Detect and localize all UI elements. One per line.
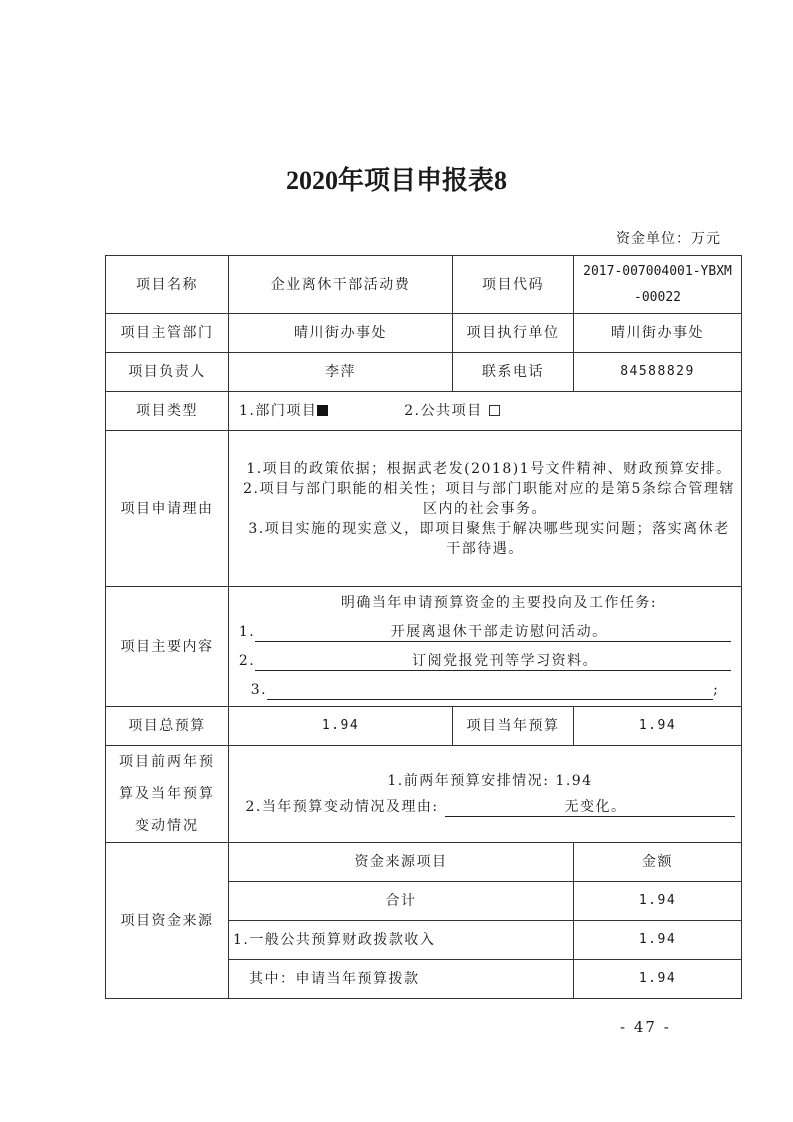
funding-row-amount: 1.94 bbox=[574, 960, 742, 999]
main-content-intro: 明确当年申请预算资金的主要投向及工作任务: bbox=[340, 594, 658, 611]
main-content-item-1 bbox=[233, 618, 737, 647]
type-option-public-label: 2.公共项目 bbox=[404, 403, 483, 419]
item-number: 2. bbox=[238, 652, 256, 669]
execution-unit-value: 晴川街办事处 bbox=[574, 314, 742, 353]
budget-change-label-text: 项目前两年预算及当年预算变动情况 bbox=[119, 754, 215, 834]
project-code-label: 项目代码 bbox=[453, 256, 574, 314]
main-content-body bbox=[229, 587, 742, 707]
funding-row-amount: 1.94 bbox=[574, 882, 742, 921]
reason-line-2: 2.项目与部门职能的相关性；项目与部门职能对应的是第5条综合管理辖区内的社会事务。 bbox=[243, 480, 735, 517]
funding-header-amount: 金额 bbox=[574, 843, 742, 882]
funding-header-row bbox=[106, 843, 742, 882]
funding-row-source: 1.一般公共预算财政拨款收入 bbox=[229, 921, 574, 960]
execution-unit-label: 项目执行单位 bbox=[453, 314, 574, 353]
item-1-text bbox=[255, 623, 731, 642]
funding-source-label: 项目资金来源 bbox=[106, 843, 229, 999]
item-1-value: 开展离退休干部走访慰问活动。 bbox=[390, 623, 608, 640]
funding-row-source: 合计 bbox=[229, 882, 574, 921]
item-3-suffix: ; bbox=[713, 681, 720, 698]
budget-change-reason-value: 无变化。 bbox=[564, 799, 627, 815]
item-3-text bbox=[267, 681, 713, 700]
total-budget-label: 项目总预算 bbox=[106, 707, 229, 746]
row-budget bbox=[106, 707, 742, 746]
project-code-line-1: 2017-007004001-YBXM bbox=[583, 263, 732, 279]
item-number: 3. bbox=[250, 681, 268, 698]
budget-change-reason bbox=[445, 798, 735, 817]
main-content-label: 项目主要内容 bbox=[106, 587, 229, 707]
project-name-value: 企业离休干部活动费 bbox=[229, 256, 453, 314]
budget-change-line-2 bbox=[243, 794, 737, 820]
budget-change-reason-label: 2.当年预算变动情况及理由: bbox=[245, 799, 445, 815]
row-owner bbox=[106, 353, 742, 392]
reason-line-3: 3.项目实施的现实意义，即项目聚焦于解决哪些现实问题；落实离休老干部待遇。 bbox=[248, 520, 730, 557]
project-type-options bbox=[229, 392, 742, 431]
row-project-name bbox=[106, 256, 742, 314]
row-project-type bbox=[106, 392, 742, 431]
page-title: 2020年项目申报表8 bbox=[285, 166, 507, 195]
type-option-department[interactable] bbox=[239, 403, 334, 419]
application-reason-content bbox=[229, 431, 742, 587]
main-content-item-3 bbox=[233, 676, 737, 705]
budget-change-label bbox=[106, 746, 229, 843]
department-value: 晴川街办事处 bbox=[229, 314, 453, 353]
application-reason-label: 项目申请理由 bbox=[106, 431, 229, 587]
budget-change-line-1: 1.前两年预算安排情况: 1.94 bbox=[387, 773, 593, 789]
owner-label: 项目负责人 bbox=[106, 353, 229, 392]
budget-change-content bbox=[229, 746, 742, 843]
year-budget-label: 项目当年预算 bbox=[453, 707, 574, 746]
page-number: - 47 - bbox=[620, 1018, 671, 1036]
row-application-reason bbox=[106, 431, 742, 587]
unchecked-checkbox-icon[interactable] bbox=[489, 405, 500, 416]
phone-label: 联系电话 bbox=[453, 353, 574, 392]
department-label: 项目主管部门 bbox=[106, 314, 229, 353]
checked-checkbox-icon[interactable] bbox=[317, 405, 328, 416]
row-main-content bbox=[106, 587, 742, 707]
type-option-department-label: 1.部门项目 bbox=[239, 403, 318, 419]
owner-value: 李萍 bbox=[229, 353, 453, 392]
funding-header-source: 资金来源项目 bbox=[229, 843, 574, 882]
item-2-value: 订阅党报党刊等学习资料。 bbox=[412, 652, 599, 669]
reason-line-1: 1.项目的政策依据；根据武老发(2018)1号文件精神、财政预算安排。 bbox=[246, 460, 732, 477]
phone-value: 84588829 bbox=[574, 353, 742, 392]
funding-row-source: 其中：申请当年预算拨款 bbox=[229, 960, 574, 999]
row-department bbox=[106, 314, 742, 353]
total-budget-value: 1.94 bbox=[229, 707, 453, 746]
type-option-public[interactable] bbox=[404, 403, 499, 419]
project-application-form bbox=[105, 255, 742, 999]
project-code-value bbox=[574, 256, 742, 314]
funding-row-amount: 1.94 bbox=[574, 921, 742, 960]
item-number: 1. bbox=[238, 623, 256, 640]
year-budget-value: 1.94 bbox=[574, 707, 742, 746]
project-code-line-2: -00022 bbox=[634, 289, 681, 305]
project-name-label: 项目名称 bbox=[106, 256, 229, 314]
item-2-text bbox=[255, 652, 731, 671]
currency-unit-label: 资金单位：万元 bbox=[616, 231, 721, 247]
project-type-label: 项目类型 bbox=[106, 392, 229, 431]
main-content-item-2 bbox=[233, 647, 737, 676]
row-budget-change bbox=[106, 746, 742, 843]
